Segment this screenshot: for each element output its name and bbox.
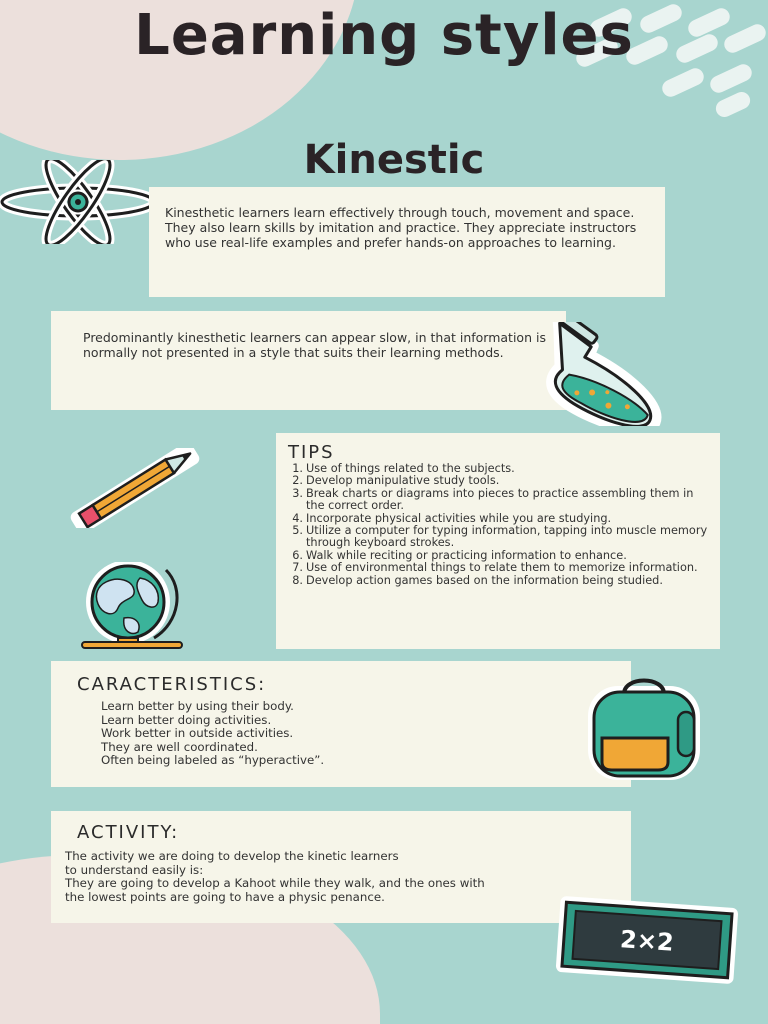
pencil-icon: [60, 448, 210, 528]
list-item: 3. Break charts or diagrams into pieces to practice assembling them in the correct order.: [292, 486, 694, 513]
list-item: Work better in outside activities.: [101, 726, 294, 740]
activity-line: the lowest points are going to have a physic penance.: [65, 889, 385, 904]
list-item: Often being labeled as “hyperactive”.: [101, 753, 325, 767]
chalkboard-text: 2×2: [619, 925, 675, 957]
chalkboard-icon: [552, 896, 742, 984]
intro-text: Kinesthetic learners learn effectively through touch, movement and space. They also learn skills by imitation and practice. They appreciate instructors who use real-life examples and prefer hands-on approaches to learning.: [165, 205, 637, 250]
note-card: [51, 311, 566, 410]
list-item: 1. Use of things related to the subjects.: [292, 462, 515, 475]
activity-line: The activity we are doing to develop the kinetic learners: [65, 849, 399, 863]
list-item: 7. Use of environmental things to relate them to memorize information.: [292, 561, 698, 575]
tips-card: [276, 433, 720, 649]
flask-icon: [520, 322, 690, 426]
list-item: Learn better doing activities.: [101, 712, 272, 727]
list-item: Learn better by using their body.: [101, 699, 294, 713]
characteristics-list: [77, 700, 611, 768]
backpack-icon: [582, 672, 712, 784]
tips-heading: TIPS: [288, 442, 335, 463]
characteristics-heading: CARACTERISTICS:: [77, 674, 267, 695]
page-subtitle: Kinestic: [303, 137, 485, 183]
tips-list: [288, 463, 710, 587]
intro-card: [149, 187, 665, 297]
characteristics-card: [51, 661, 631, 787]
atom-icon: [0, 160, 160, 244]
activity-line: to understand easily is:: [65, 862, 204, 877]
list-item: 6. Walk while reciting or practicing information to enhance.: [292, 548, 627, 562]
note-text: Predominantly kinesthetic learners can appear slow, in that information is normally not presented in a style that suits their learning methods.: [83, 330, 546, 360]
list-item: 4. Incorporate physical activities while you are studying.: [292, 511, 612, 525]
activity-line: They are going to develop a Kahoot while they walk, and the ones with: [65, 876, 485, 890]
list-item: They are well coordinated.: [101, 739, 258, 754]
page-title: Learning styles: [134, 3, 634, 68]
activity-heading: ACTIVITY:: [77, 822, 180, 843]
list-item: 8. Develop action games based on the information being studied.: [292, 573, 663, 587]
list-item: 5. Utilize a computer for typing information, tapping into muscle memory through keyboard strokes.: [292, 524, 708, 550]
globe-icon: [62, 562, 208, 650]
activity-card: [51, 811, 631, 923]
list-item: 2. Develop manipulative study tools.: [292, 474, 500, 488]
